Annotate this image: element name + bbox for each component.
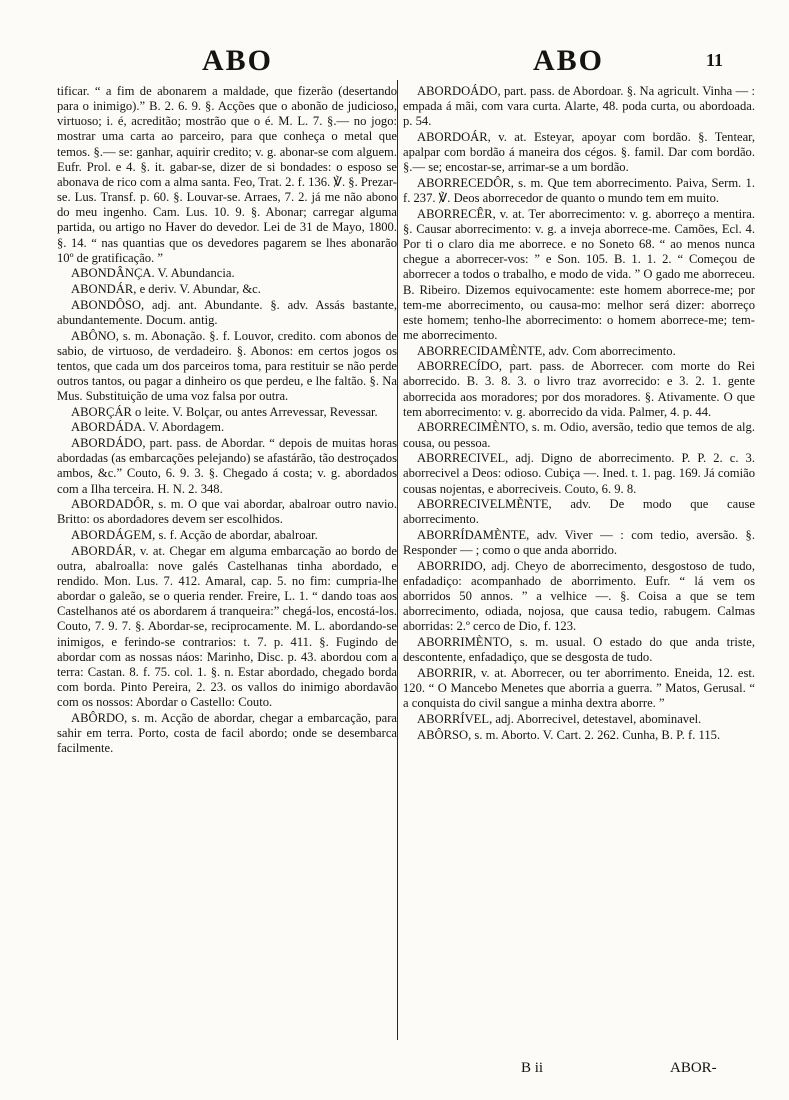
entry-continuation: tificar. “ a fim de abonarem a maldade, que fizerão (desertando para o inimigo).” B. 2. 6. 9. §. Acções que o abonão de judicioso, virtuoso; i. é, acreditão; mostrão que o é. M. L. 7. §.— no jogo: mostrar uma carta ao parceiro, para que conheça o metal que temos. §.— se: ganhar, aquirir credito; v. g. abonar-se com alguem. Eufr. Prol. e 4. §. it. gabar-se, dizer de si bondades: o esposo se abonava de rico com a alma santa. Feo, Trat. 2. f. 136. ℣. §. Prezar-se. Lus. Transf. p. 60. §. Louvar-se. Arraes, 7. 2. já me não abono do meu ingenho. Cam. Lus. 10. 9. §. Abonar; carregar alguma partida, ou artigo no Haver do devedor. Lei de 31 de Mayo, 1800. §. 14. “ nas quantias que os devedores pagarem se lhes abonarão 10º de gratificação. ” bbox=[57, 84, 397, 265]
dictionary-entry: ABONDÔSO, adj. ant. Abundante. §. adv. Assás bastante, abundantemente. Docum. antig. bbox=[57, 297, 397, 327]
dictionary-entry: ABORDÁDO, part. pass. de Abordar. “ depois de muitas horas abordadas (as embarcações pelejando) se afastárão, tão destroçados ambos, &c.” Couto, 6. 9. 3. §. Chegado á costa; v. g. abordados com a Ilha terceira. H. N. 2. 348. bbox=[57, 436, 397, 496]
dictionary-entry: ABORDOÁDO, part. pass. de Abordoar. §. Na agricult. Vinha — : empada á mãi, com vara curta. Alarte, 48. poda curta, ou abordoada. p. 54. bbox=[403, 84, 755, 129]
catchword: ABOR- bbox=[670, 1060, 717, 1076]
dictionary-entry: ABONDÂNÇA. V. Abundancia. bbox=[71, 266, 235, 281]
dictionary-entry: ABÔRDO, s. m. Acção de abordar, chegar a embarcação, para sahir em terra. Porto, costa de facil abordo; onde se desembarca facilmente. bbox=[57, 710, 397, 756]
column-divider bbox=[397, 80, 398, 1040]
dictionary-entry: ABORRECIDAMÈNTE, adv. Com aborrecimento. bbox=[417, 343, 676, 358]
dictionary-entry: ABONDÁR, e deriv. V. Abundar, &c. bbox=[71, 282, 261, 297]
dictionary-entry: ABORRECIMÈNTO, s. m. Odio, aversão, tedio que temos de alg. cousa, ou pessoa. bbox=[403, 420, 755, 450]
dictionary-entry: ABORDADÔR, s. m. O que vai abordar, abalroar outro navio. Britto: os abordadores devem ser escolhidos. bbox=[57, 497, 397, 527]
dictionary-entry: ABORDÁGEM, s. f. Acção de abordar, abalroar. bbox=[71, 528, 318, 543]
dictionary-entry: ABORDÁR, v. at. Chegar em alguma embarcação ao bordo de outra, abalroalla: nove galés Castelhanas tinha abordado, e rendido. Mon. Lus. 7. 412. Amaral, cap. 5. no fim: cumpria-lhe abordar o galeão, se o queria render. Freire, L. 1. “ dando toas aos Castelhanos até os abordarem á tranqueira:” chegá-los, encostá-los. Couto, 7. 9. 7. §. Abordar-se, reciprocamente. M. L. abordando-se inimigos, e ferindo-se contrarios: t. 7. p. 411. §. Fugindo de abordar com as nossas náos: Marinho, Disc. p. 43. abordou com a terra: Castan. 8. f. 75. col. 1. §. n. Estar abordado, chegado borda com borda. Pinto Pereira, 2. 23. os vallos do inimigo abordavão com os nossos: Abordar o Castello: Couto. bbox=[57, 543, 397, 710]
right-column bbox=[403, 84, 755, 743]
left-column bbox=[57, 84, 397, 757]
dictionary-entry: ABORRECÊR, v. at. Ter aborrecimento: v. g. aborreço a mentira. §. Causar aborrecimento: v. g. a inveja aborrece-me. Camões, Ecl. 4. Por ti o claro dia me aborrece. e no Soneto 68. “ ao menos nunca chegue a aborrecer-vos: ” e Son. 105. B. 1. 1. 2. “ Começou de aborrecer a todos o trabalho, e modo de vida. ” O gado me aborreceu. B. Ribeiro. Dizemos equivocamente: este homem aborrece-me; por tem-me aborrecimento, ou causa-mo: melhor será dizer: aborreço este homem; tenho-lhe aborrecimento: o homem aborrece-me; tem-me aborrecimento. bbox=[403, 206, 755, 342]
dictionary-entry: ABORRÍVEL, adj. Aborrecivel, detestavel, abominavel. bbox=[417, 711, 702, 726]
dictionary-entry: ABORRECEDÔR, s. m. Que tem aborrecimento. Paiva, Serm. 1. f. 237. ℣. Deos aborrecedor de quanto o mundo tem em muito. bbox=[403, 175, 755, 206]
dictionary-entry: ABORRÍDAMÈNTE, adv. Viver — : com tedio, aversão. §. Responder — ; como o que anda aborrido. bbox=[403, 528, 755, 558]
running-head-right: ABO bbox=[533, 44, 605, 77]
dictionary-entry: ABORRIR, v. at. Aborrecer, ou ter aborrimento. Eneida, 12. est. 120. “ O Mancebo Menetes que aborria a guerra. ” Matos, Gerusal. “ a conquista do civil sangue a minha dextra aborre. ” bbox=[403, 665, 755, 711]
signature-mark: B ii bbox=[521, 1060, 544, 1076]
dictionary-entry: ABORRECÍDO, part. pass. de Aborrecer. com morte do Rei aborrecido. B. 3. 8. 3. o livro traz avorrecido: e 3. 2. 1. gente aborrecida aos moradores; por dos moradores. §. Ativamente. O que tem aborrecimento: v. g. aborrecido da vida. Palmer, 4. p. 44. bbox=[403, 359, 755, 419]
dictionary-entry: ABORDÁDA. V. Abordagem. bbox=[71, 420, 225, 435]
dictionary-entry: ABORRECIVELMÈNTE, adv. De modo que cause aborrecimento. bbox=[403, 497, 755, 527]
dictionary-entry: ABORRIMÈNTO, s. m. usual. O estado do que anda triste, descontente, enfadadiço, que se desgosta de tudo. bbox=[403, 635, 755, 665]
dictionary-entry: ABÔNO, s. m. Abonação. §. f. Louvor, credito. com abonos de sabio, de virtuoso, de verdadeiro. §. Abonos: em certos jogos os tentos, que cada um dos parceiros toma, para restituir se não perde outros tantos, ou pagar a dinheiro os que perdeu, e lhe faltão. §. Na Mus. Substituição de uma voz falsa por outra. bbox=[57, 328, 397, 404]
dictionary-entry: ABORRECIVEL, adj. Digno de aborrecimento. P. P. 2. c. 3. aborrecivel a Deos: odioso. Cubiça —. Ined. t. 1. pag. 169. Já comião cousas nojentas, e aborreciveis. Couto, 6. 9. 8. bbox=[403, 451, 755, 496]
dictionary-entry: ABORRIDO, adj. Cheyo de aborrecimento, desgostoso de tudo, enfadadiço: acompanhado de aborrimento. Eufr. “ lá vem os aborridos 50 annos. ” a velhice —. §. Coisa a que se tem aborrecimento, odiada, nojosa, que causa tedio, rabugem. Calmas aborridas: 2.º cerco de Dio, f. 123. bbox=[403, 558, 755, 634]
dictionary-entry: ABORÇÁR o leite. V. Bolçar, ou antes Arrevessar, Revessar. bbox=[71, 404, 378, 419]
running-head-left: ABO bbox=[202, 44, 274, 77]
page-number: 11 bbox=[706, 50, 724, 70]
dictionary-entry: ABORDOÁR, v. at. Esteyar, apoyar com bordão. §. Tentear, apalpar com bordão á maneira dos cégos. §. famil. Dar com bordão. §.— se; encostar-se, arrimar-se a um bordão. bbox=[403, 129, 755, 175]
dictionary-entry: ABÔRSO, s. m. Aborto. V. Cart. 2. 262. Cunha, B. P. f. 115. bbox=[417, 727, 721, 742]
